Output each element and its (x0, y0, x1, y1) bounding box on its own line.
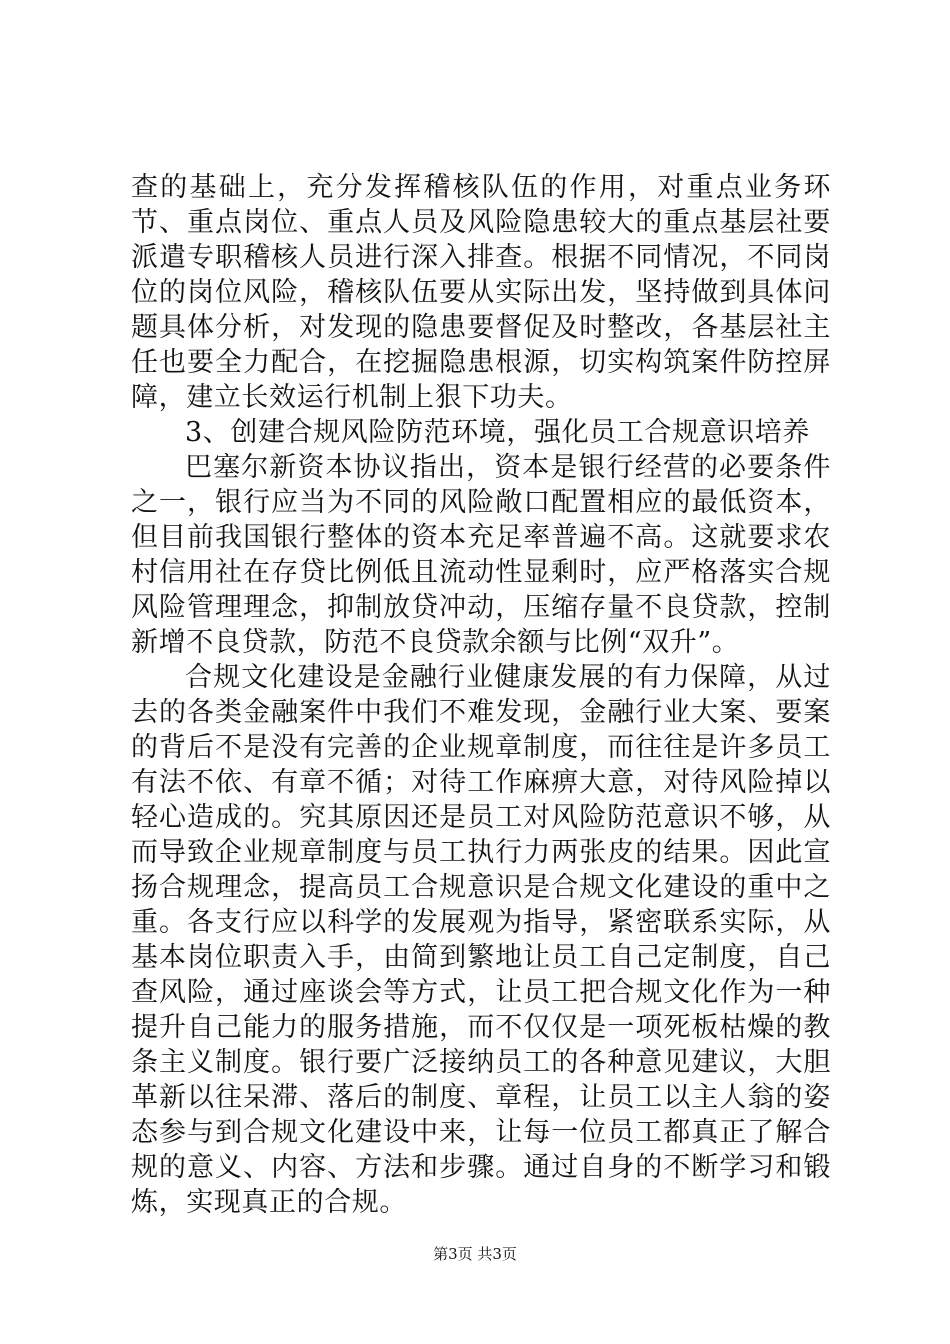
paragraph-basel: 巴塞尔新资本协议指出，资本是银行经营的必要条件之一，银行应当为不同的风险敞口配置相应的最低资本，但目前我国银行整体的资本充足率普遍不高。这就要求农村信用社在存贷比例低且流动性显剩时，应严格落实合规风险管理理念，抑制放贷冲动，压缩存量不良贷款，控制新增不良贷款，防范不良贷款余额与比例“双升”。 (131, 452, 831, 658)
section-heading: 3、创建合规风险防范环境，强化员工合规意识培养 (185, 417, 810, 448)
paragraph-continuation: 查的基础上，充分发挥稽核队伍的作用，对重点业务环节、重点岗位、重点人员及风险隐患较大的重点基层社要派遣专职稽核人员进行深入排查。根据不同情况，不同岗位的岗位风险，稽核队伍要从实际出发，坚持做到具体问题具体分析，对发现的隐患要督促及时整改，各基层社主任也要全力配合，在挖掘隐患根源，切实构筑案件防控屏障，建立长效运行机制上狠下功夫。 (131, 172, 831, 413)
document-body (131, 170, 831, 1220)
page-footer: 第3页 共3页 (433, 1245, 517, 1263)
paragraph-compliance-culture: 合规文化建设是金融行业健康发展的有力保障，从过去的各类金融案件中我们不难发现，金融行业大案、要案的背后不是没有完善的企业规章制度，而往往是许多员工有法不依、有章不循；对待工作麻痹大意，对待风险掉以轻心造成的。究其原因还是员工对风险防范意识不够，从而导致企业规章制度与员工执行力两张皮的结果。因此宣扬合规理念，提高员工合规意识是合规文化建设的重中之重。各支行应以科学的发展观为指导，紧密联系实际，从基本岗位职责入手，由简到繁地让员工自己定制度，自己查风险，通过座谈会等方式，让员工把合规文化作为一种提升自己能力的服务措施，而不仅仅是一项死板枯燥的教条主义制度。银行要广泛接纳员工的各种意见建议，大胆革新以往呆滞、落后的制度、章程，让员工以主人翁的姿态参与到合规文化建设中来，让每一位员工都真正了解合规的意义、内容、方法和步骤。通过自身的不断学习和锻炼，实现真正的合规。 (131, 662, 831, 1218)
